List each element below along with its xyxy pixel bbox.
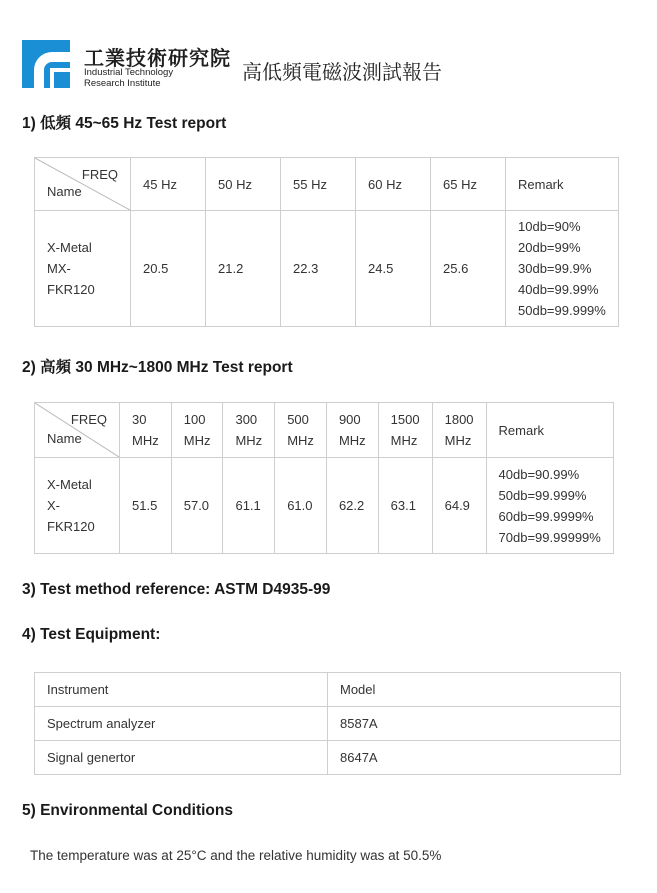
value-cell: 61.1 bbox=[223, 458, 275, 554]
column-header: 60 Hz bbox=[356, 158, 431, 211]
column-header: Remark bbox=[486, 403, 613, 458]
sample-name-cell: X-Metal MX-FKR120 bbox=[35, 211, 131, 327]
column-header: 300 MHz bbox=[223, 403, 275, 458]
value-cell: 21.2 bbox=[206, 211, 281, 327]
high-frequency-table bbox=[34, 402, 614, 554]
table-corner-cell bbox=[35, 158, 131, 211]
value-cell: 25.6 bbox=[431, 211, 506, 327]
table-row bbox=[35, 211, 619, 327]
corner-name-label: Name bbox=[47, 431, 82, 446]
section4-title: 4) Test Equipment: bbox=[22, 626, 161, 643]
remark-cell: 10db=90% 20db=99% 30db=99.9% 40db=99.99% 50db=99.999% bbox=[506, 211, 619, 327]
column-header: 45 Hz bbox=[131, 158, 206, 211]
environment-text: The temperature was at 25°C and the relative humidity was at 50.5% bbox=[30, 848, 442, 863]
itri-logo-icon bbox=[22, 40, 70, 88]
column-header: Instrument bbox=[35, 673, 328, 707]
column-header: 1800 MHz bbox=[432, 403, 486, 458]
column-header: 30 MHz bbox=[120, 403, 172, 458]
value-cell: 57.0 bbox=[171, 458, 223, 554]
document-title: 高低頻電磁波測試報告 bbox=[242, 60, 442, 84]
value-cell: 64.9 bbox=[432, 458, 486, 554]
column-header: 900 MHz bbox=[326, 403, 378, 458]
section2-title: 2) 高頻 30 MHz~1800 MHz Test report bbox=[22, 359, 293, 376]
value-cell: 22.3 bbox=[281, 211, 356, 327]
remark-cell: 40db=90.99% 50db=99.999% 60db=99.9999% 70db=99.99999% bbox=[486, 458, 613, 554]
value-cell: 61.0 bbox=[275, 458, 327, 554]
corner-name-label: Name bbox=[47, 184, 82, 199]
column-header: 55 Hz bbox=[281, 158, 356, 211]
column-header: Model bbox=[328, 673, 621, 707]
corner-freq-label: FREQ bbox=[70, 412, 107, 427]
column-header: 1500 MHz bbox=[378, 403, 432, 458]
column-header: 65 Hz bbox=[431, 158, 506, 211]
corner-freq-label: FREQ bbox=[81, 167, 118, 182]
equipment-table bbox=[34, 672, 621, 775]
org-name-en: Industrial Technology Research Institute bbox=[84, 67, 174, 89]
sample-name-cell: X-Metal X-FKR120 bbox=[35, 458, 120, 554]
column-header: 500 MHz bbox=[275, 403, 327, 458]
section5-title: 5) Environmental Conditions bbox=[22, 802, 233, 819]
instrument-cell: Signal genertor bbox=[35, 741, 328, 775]
value-cell: 63.1 bbox=[378, 458, 432, 554]
table-row bbox=[35, 458, 614, 554]
value-cell: 51.5 bbox=[120, 458, 172, 554]
section3-title: 3) Test method reference: ASTM D4935-99 bbox=[22, 581, 331, 598]
org-name-cn: 工業技術研究院 bbox=[84, 46, 231, 70]
report-header bbox=[22, 40, 642, 90]
value-cell: 24.5 bbox=[356, 211, 431, 327]
value-cell: 62.2 bbox=[326, 458, 378, 554]
table-row bbox=[35, 741, 621, 775]
column-header: Remark bbox=[506, 158, 619, 211]
column-header: 100 MHz bbox=[171, 403, 223, 458]
section1-title: 1) 低頻 45~65 Hz Test report bbox=[22, 115, 227, 132]
model-cell: 8647A bbox=[328, 741, 621, 775]
instrument-cell: Spectrum analyzer bbox=[35, 707, 328, 741]
model-cell: 8587A bbox=[328, 707, 621, 741]
table-corner-cell bbox=[35, 403, 120, 458]
column-header: 50 Hz bbox=[206, 158, 281, 211]
table-row bbox=[35, 707, 621, 741]
low-frequency-table bbox=[34, 157, 619, 327]
value-cell: 20.5 bbox=[131, 211, 206, 327]
